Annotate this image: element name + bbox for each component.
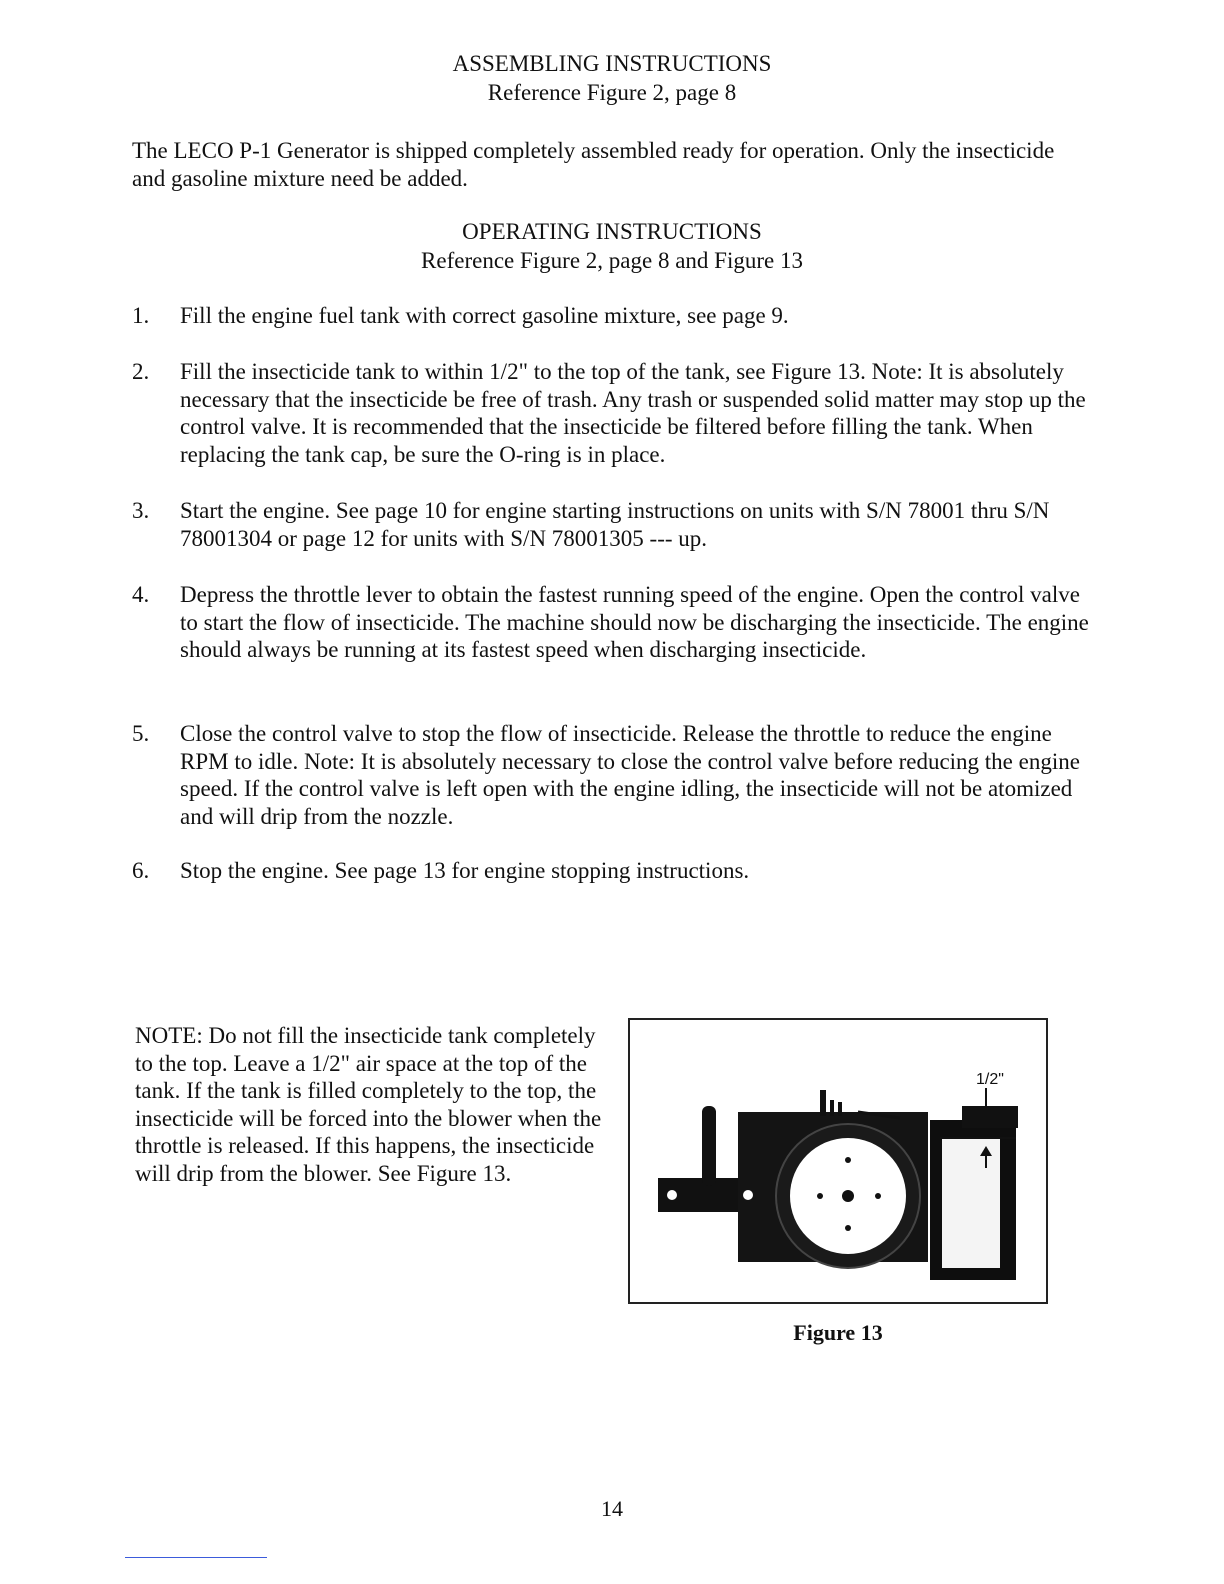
figure-13-photo — [630, 1020, 1046, 1302]
step-number: 3. — [132, 498, 150, 523]
assembling-body: The LECO P-1 Generator is shipped completely assembled ready for operation. Only the insecticide and gasoline mixture need be added. — [132, 138, 1055, 191]
tank-window — [942, 1138, 1000, 1268]
step-number: 5. — [132, 721, 150, 746]
operating-reference: Reference Figure 2, page 8 and Figure 13 — [421, 248, 803, 273]
assembling-title: ASSEMBLING INSTRUCTIONS — [452, 51, 772, 76]
assembling-reference: Reference Figure 2, page 8 — [487, 80, 737, 105]
tank-fill-note: NOTE: Do not fill the insecticide tank completely to the top. Leave a 1/2" air space at the top of the tank. If the tank is filled completely to the top, the insecticide will be forced into the blower when the throttle is released. If this happens, the insecticide will drip from the blower. See Figure 13. — [135, 1023, 602, 1186]
footer-rule — [125, 1557, 267, 1558]
throttle-handle — [702, 1106, 716, 1186]
step-text: Fill the engine fuel tank with correct gasoline mixture, see page 9. — [180, 303, 789, 328]
figure-13-frame — [628, 1018, 1048, 1304]
page-number: 14 — [601, 1496, 623, 1521]
step-text: Fill the insecticide tank to within 1/2" to the top of the tank, see Figure 13. Note: It is absolutely necessary that the insecticide be free of trash. Any trash or suspended solid matter may stop up the control valve. It is recommended that the insecticide be filtered before filling the tank. When replacing the tank cap, be sure the O-ring is in place. — [180, 359, 1086, 467]
operating-title: OPERATING INSTRUCTIONS — [462, 219, 762, 244]
half-inch-label: 1/2" — [976, 1071, 1004, 1088]
tank-cap — [962, 1106, 1018, 1128]
step-text: Stop the engine. See page 13 for engine stopping instructions. — [180, 858, 750, 883]
step-number: 1. — [132, 303, 150, 328]
figure-caption: Figure 13 — [793, 1320, 883, 1345]
step-number: 6. — [132, 858, 150, 883]
step-text: Close the control valve to stop the flow of insecticide. Release the throttle to reduce the engine RPM to idle. Note: It is absolutely necessary to close the control valve before reducing the engine speed. If the control valve is left open with the engine idling, the insecticide will not be atomized and will drip from the nozzle. — [180, 721, 1080, 829]
step-text: Start the engine. See page 10 for engine starting instructions on units with S/N 78001 thru S/N 78001304 or page 12 for units with S/N 78001305 --- up. — [180, 498, 1050, 551]
step-number: 4. — [132, 582, 150, 607]
step-number: 2. — [132, 359, 150, 384]
blower-hub — [842, 1190, 854, 1202]
step-text: Depress the throttle lever to obtain the fastest running speed of the engine. Open the control valve to start the flow of insecticide. The machine should now be discharging the insecticide. The engine should always be running at its fastest speed when discharging insecticide. — [180, 582, 1089, 662]
